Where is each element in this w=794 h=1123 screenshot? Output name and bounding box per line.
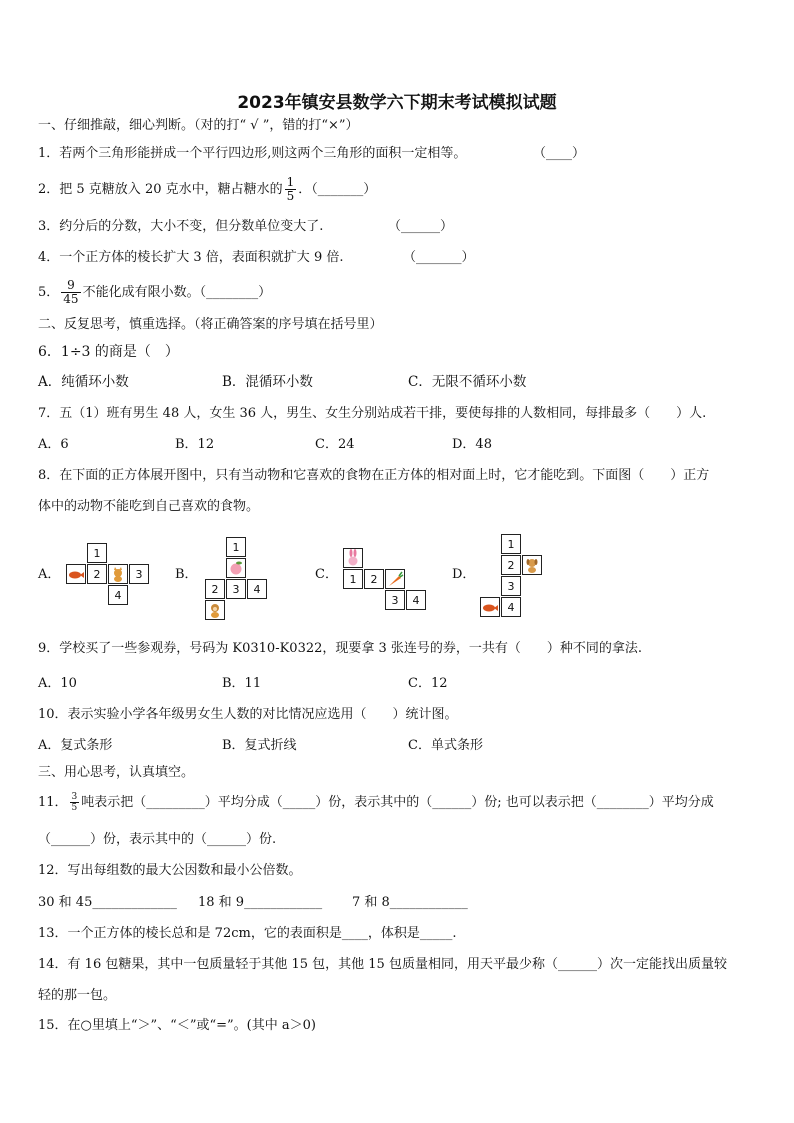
- net-cell: 1: [501, 534, 521, 554]
- net-cell: 3: [226, 579, 246, 599]
- question-11-line-1: [38, 789, 714, 817]
- net-cell: 3: [385, 590, 405, 610]
- question-12-pair-c[interactable]: 7 和 8____________: [352, 895, 468, 910]
- question-13: 13．一个正方体的棱长总和是 72cm，它的表面积是____，体积是_____.: [38, 926, 457, 941]
- net-cell: 1: [343, 569, 363, 589]
- net-cell: 3: [501, 576, 521, 596]
- cube-net-a: [66, 543, 152, 607]
- monkey-icon: [205, 600, 225, 620]
- question-7-option-d[interactable]: D．48: [452, 437, 492, 452]
- question-10-option-b[interactable]: B．复式折线: [222, 738, 297, 753]
- question-5-number: 5．: [38, 285, 60, 300]
- question-1: [38, 146, 586, 162]
- fraction-numerator: 9: [61, 279, 80, 293]
- section-3-heading: 三、用心思考，认真填空。: [38, 765, 195, 780]
- peach-icon: [226, 558, 246, 578]
- fraction-numerator: 1: [286, 175, 295, 189]
- question-14-line-2: 轻的那一包。: [38, 988, 117, 1003]
- page-title: 2023年镇安县数学六下期末考试模拟试题: [237, 93, 557, 113]
- question-8-option-c[interactable]: C．: [315, 567, 338, 582]
- question-10: 10．表示实验小学各年级男女生人数的对比情况应选用（ ）统计图。: [38, 707, 458, 722]
- fraction-denominator: 45: [63, 292, 79, 306]
- section-1-heading: 一、仔细推敲，细心判断。（对的打“ √ ”，错的打“×”）: [38, 118, 359, 133]
- question-8-line-1: 8．在下面的正方体展开图中，只有当动物和它喜欢的食物在正方体的相对面上时，它才能吃到。下面图（ ）正方: [38, 468, 710, 483]
- rabbit-icon: [343, 548, 363, 568]
- question-4-text: 4．一个正方体的棱长扩大 3 倍，表面积就扩大 9 倍.: [38, 250, 344, 265]
- cube-net-c: [343, 548, 429, 612]
- fraction-numerator: 3: [71, 792, 78, 802]
- question-1-text: 1．若两个三角形能拼成一个平行四边形,则这两个三角形的面积一定相等。: [38, 146, 467, 161]
- net-cell: 4: [108, 585, 128, 605]
- question-15: 15．在○里填上“＞”、“＜”或“=”。(其中 a＞0): [38, 1018, 316, 1033]
- question-6-option-c[interactable]: C．无限不循环小数: [408, 374, 527, 390]
- question-3: [38, 219, 454, 235]
- question-12-pair-a[interactable]: 30 和 45_____________: [38, 895, 177, 910]
- question-11-text: 吨表示把（_________）平均分成（_____）份，表示其中的（______）份; 也可以表示把（________）平均分成: [81, 795, 714, 810]
- cube-net-b: [205, 537, 269, 623]
- question-8-option-b[interactable]: B．: [175, 567, 198, 582]
- fraction-denominator: 5: [286, 189, 295, 203]
- question-7-option-b[interactable]: B．12: [175, 437, 215, 452]
- question-5-fraction: [61, 279, 80, 306]
- question-4-blank[interactable]: （_______）: [403, 250, 475, 265]
- question-7-option-c[interactable]: C．24: [315, 437, 355, 452]
- question-9: 9．学校买了一些参观券，号码为 K0310-K0322，现要拿 3 张连号的券，一共有（ ）种不同的拿法.: [38, 641, 643, 656]
- question-9-option-a[interactable]: A．10: [38, 676, 77, 691]
- question-2-text: 2．把 5 克糖放入 20 克水中，糖占糖水的: [38, 182, 283, 197]
- question-10-option-c[interactable]: C．单式条形: [408, 738, 483, 753]
- carrot-icon: [385, 569, 405, 589]
- question-11-line-2: （______）份，表示其中的（______）份.: [38, 832, 277, 847]
- question-8-option-a[interactable]: A．: [38, 567, 61, 582]
- question-2: [38, 176, 376, 203]
- question-2-blank[interactable]: ．（_______）: [298, 182, 377, 197]
- question-9-option-c[interactable]: C．12: [408, 676, 448, 691]
- fish-icon: [480, 597, 500, 617]
- question-10-option-a[interactable]: A．复式条形: [38, 738, 113, 753]
- question-9-option-b[interactable]: B．11: [222, 676, 262, 691]
- question-11-number: 11．: [38, 795, 68, 810]
- net-cell: 4: [247, 579, 267, 599]
- question-8-line-2: 体中的动物不能吃到自己喜欢的食物。: [38, 499, 260, 514]
- net-cell: 2: [364, 569, 384, 589]
- net-cell: 1: [87, 543, 107, 563]
- question-12: 12．写出每组数的最大公因数和最小公倍数。: [38, 863, 302, 878]
- question-3-blank[interactable]: （______）: [388, 219, 454, 234]
- question-8-option-d[interactable]: D．: [452, 567, 476, 582]
- question-14-line-1: 14．有 16 包糖果，其中一包质量轻于其他 15 包，其他 15 包质量相同，用天平最少称（______）次一定能找出质量较: [38, 957, 727, 972]
- net-cell: 4: [406, 590, 426, 610]
- dog-icon: [522, 555, 542, 575]
- net-cell: 2: [87, 564, 107, 584]
- net-cell: 3: [129, 564, 149, 584]
- question-12-pair-b[interactable]: 18 和 9____________: [198, 895, 323, 910]
- fish-icon: [66, 564, 86, 584]
- question-6: 6．1÷3 的商是（ ）: [38, 344, 179, 360]
- question-7-option-a[interactable]: A．6: [38, 437, 69, 452]
- question-3-text: 3．约分后的分数，大小不变，但分数单位变大了.: [38, 219, 324, 234]
- cube-net-d: [480, 534, 544, 620]
- net-cell: 1: [226, 537, 246, 557]
- question-7: 7．五（1）班有男生 48 人，女生 36 人，男生、女生分别站成若干排，要使每排的人数相同，每排最多（ ）人.: [38, 406, 707, 421]
- question-1-blank[interactable]: （____）: [533, 146, 586, 161]
- net-cell: 2: [205, 579, 225, 599]
- question-6-option-a[interactable]: A．纯循环小数: [38, 374, 129, 390]
- net-cell: 2: [501, 555, 521, 575]
- question-5: [38, 278, 271, 308]
- section-2-heading: 二、反复思考，慎重选择。（将正确答案的序号填在括号里）: [38, 317, 383, 332]
- question-5-text[interactable]: 不能化成有限小数。（________）: [82, 285, 272, 300]
- question-11-fraction: [70, 792, 80, 813]
- cat-icon: [108, 564, 128, 584]
- question-2-fraction: [285, 176, 297, 203]
- question-6-option-b[interactable]: B．混循环小数: [222, 374, 313, 390]
- question-4: [38, 250, 475, 266]
- fraction-denominator: 5: [71, 803, 78, 813]
- net-cell: 4: [501, 597, 521, 617]
